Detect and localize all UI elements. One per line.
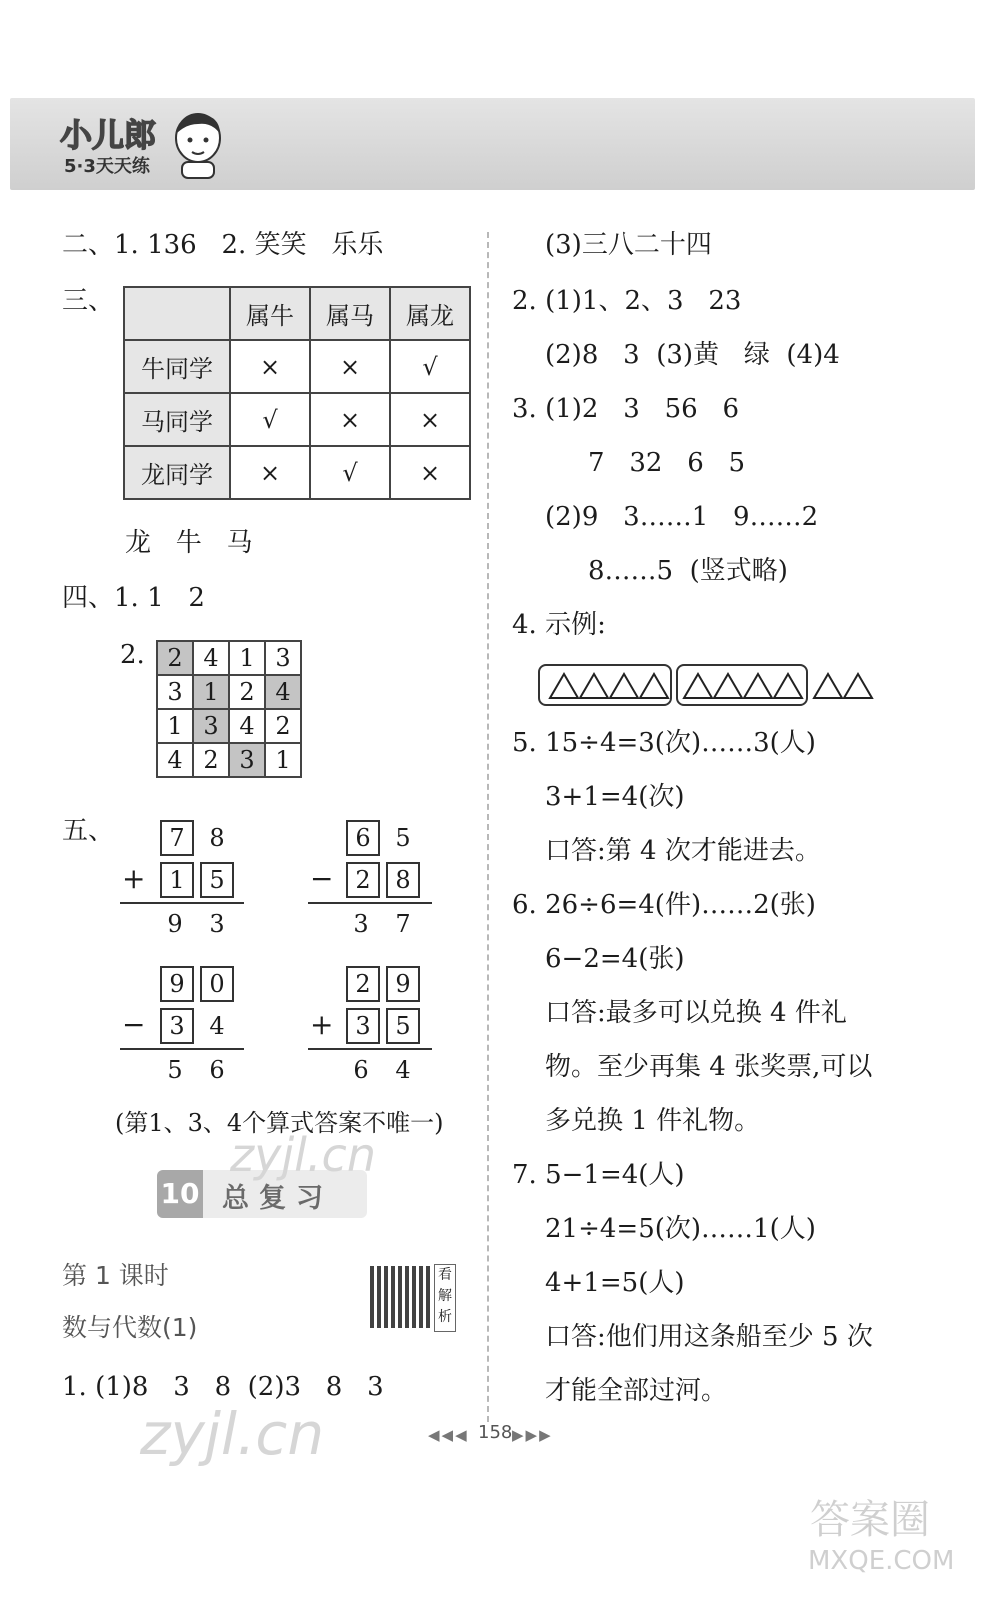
page-number: 158 bbox=[478, 1422, 513, 1443]
number-grid bbox=[156, 640, 302, 778]
answer-line: (2)9 3……1 9……2 bbox=[545, 502, 819, 532]
answer-line: 口答:他们用这条船至少 5 次 bbox=[545, 1322, 873, 1352]
table-row bbox=[124, 340, 470, 393]
table-row-header: 马同学 bbox=[124, 393, 230, 446]
answer-line: 7. 5−1=4(人) bbox=[512, 1160, 685, 1190]
digit: 6 bbox=[209, 1056, 225, 1084]
digit-box: 0 bbox=[200, 966, 234, 1002]
watermark: zyjl.cn bbox=[230, 1128, 376, 1182]
digit-box: 5 bbox=[386, 1008, 420, 1044]
answer-line: 2. (1)1、2、3 23 bbox=[512, 286, 742, 316]
answer-line: 6. 26÷6=4(件)……2(张) bbox=[512, 890, 816, 920]
digit: 7 bbox=[395, 910, 411, 938]
table-row bbox=[124, 393, 470, 446]
grid-cell: 4 bbox=[157, 743, 193, 777]
digit-box: 9 bbox=[386, 966, 420, 1002]
zodiac-table bbox=[123, 286, 471, 500]
digit-box: 1 bbox=[160, 862, 194, 898]
qr-code-icon[interactable] bbox=[370, 1266, 432, 1328]
digit: 5 bbox=[167, 1056, 183, 1084]
answer-line: 口答:最多可以兑换 4 件礼 bbox=[545, 998, 847, 1028]
grid-cell: 3 bbox=[193, 709, 229, 743]
triangle-icons bbox=[540, 668, 880, 704]
answer-line: 多兑换 1 件礼物。 bbox=[545, 1106, 761, 1136]
answer-line: 3+1=4(次) bbox=[545, 782, 685, 812]
column-divider bbox=[487, 232, 489, 1422]
grid-cell: 4 bbox=[265, 675, 301, 709]
table-cell: × bbox=[390, 393, 470, 446]
table-cell: × bbox=[310, 393, 390, 446]
section-4-q2-label: 2. bbox=[120, 640, 145, 670]
table-row-header: 牛同学 bbox=[124, 340, 230, 393]
digit-box: 6 bbox=[346, 820, 380, 856]
digit-box: 9 bbox=[160, 966, 194, 1002]
answer-line: 8……5 (竖式略) bbox=[588, 556, 788, 586]
digit-box: 5 bbox=[200, 862, 234, 898]
digit: 5 bbox=[395, 824, 411, 852]
section-3-label: 三、 bbox=[62, 286, 115, 316]
answer-line: 4. 示例: bbox=[512, 610, 606, 640]
digit: 4 bbox=[395, 1056, 411, 1084]
digit: 8 bbox=[209, 824, 225, 852]
digit-box: 2 bbox=[346, 862, 380, 898]
answer-line: 6−2=4(张) bbox=[545, 944, 685, 974]
grid-cell: 2 bbox=[157, 641, 193, 675]
prev-arrows-icon: ◀◀◀ bbox=[428, 1426, 469, 1444]
watermark: 答案圈 bbox=[810, 1497, 930, 1543]
brand-subtitle: 5·3天天练 bbox=[64, 156, 150, 177]
mascot-icon bbox=[168, 108, 228, 180]
table-cell: × bbox=[230, 446, 310, 499]
grid-cell: 3 bbox=[229, 743, 265, 777]
calc-line bbox=[308, 1048, 432, 1050]
answer-line: (2)8 3 (3)黄 绿 (4)4 bbox=[545, 340, 840, 370]
digit: 3 bbox=[353, 910, 369, 938]
table-cell: √ bbox=[310, 446, 390, 499]
answer-line: 21÷4=5(次)……1(人) bbox=[545, 1214, 816, 1244]
calc-line bbox=[120, 1048, 244, 1050]
digit: 3 bbox=[209, 910, 225, 938]
grid-cell: 1 bbox=[193, 675, 229, 709]
grid-cell: 4 bbox=[229, 709, 265, 743]
section-title: 总复习 bbox=[222, 1183, 333, 1214]
answer-line: 物。至少再集 4 张奖票,可以 bbox=[545, 1052, 873, 1082]
digit-box: 7 bbox=[160, 820, 194, 856]
grid-cell: 3 bbox=[157, 675, 193, 709]
table-header-cell: 属马 bbox=[310, 287, 390, 340]
table-header-cell: 属龙 bbox=[390, 287, 470, 340]
lesson-label: 第 1 课时 bbox=[62, 1261, 169, 1290]
table-cell: √ bbox=[390, 340, 470, 393]
answer-section-2: 二、1. 136 2. 笑笑 乐乐 bbox=[62, 230, 384, 260]
watermark: MXQE.COM bbox=[808, 1546, 955, 1576]
digit-box: 2 bbox=[346, 966, 380, 1002]
brand-logo: 小儿郎 bbox=[60, 116, 157, 154]
grid-cell: 1 bbox=[157, 709, 193, 743]
calc-line bbox=[308, 902, 432, 904]
answer-line: 4+1=5(人) bbox=[545, 1268, 685, 1298]
operator: + bbox=[122, 862, 146, 895]
operator: − bbox=[122, 1008, 146, 1041]
answer-line: 5. 15÷4=3(次)……3(人) bbox=[512, 728, 816, 758]
section-4-q1: 四、1. 1 2 bbox=[62, 583, 205, 613]
table-row bbox=[124, 446, 470, 499]
table-header-row bbox=[124, 287, 470, 340]
calc-line bbox=[120, 902, 244, 904]
operator: − bbox=[310, 862, 334, 895]
table-header-cell bbox=[124, 287, 230, 340]
digit-box: 8 bbox=[386, 862, 420, 898]
table-cell: × bbox=[310, 340, 390, 393]
answer-line: 3. (1)2 3 56 6 bbox=[512, 394, 739, 424]
section-number: 10 bbox=[157, 1170, 203, 1218]
calc-note: (第1、3、4个算式答案不唯一) bbox=[115, 1109, 444, 1137]
answer-line: 7 32 6 5 bbox=[588, 448, 746, 478]
table-cell: √ bbox=[230, 393, 310, 446]
digit: 6 bbox=[353, 1056, 369, 1084]
section-3-answer: 龙 牛 马 bbox=[125, 528, 253, 558]
grid-cell: 4 bbox=[193, 641, 229, 675]
table-cell: × bbox=[390, 446, 470, 499]
grid-cell: 2 bbox=[193, 743, 229, 777]
grid-cell: 2 bbox=[229, 675, 265, 709]
section-5-label: 五、 bbox=[62, 816, 115, 846]
answer-line: 口答:第 4 次才能进去。 bbox=[545, 836, 821, 866]
table-header-cell: 属牛 bbox=[230, 287, 310, 340]
grid-cell: 2 bbox=[265, 709, 301, 743]
next-arrows-icon: ▶▶▶ bbox=[512, 1426, 553, 1444]
grid-cell: 1 bbox=[265, 743, 301, 777]
watermark: zyjl.cn bbox=[140, 1400, 325, 1468]
operator: + bbox=[310, 1008, 334, 1041]
digit: 9 bbox=[167, 910, 183, 938]
answer-line: (3)三八二十四 bbox=[545, 230, 712, 260]
grid-cell: 3 bbox=[265, 641, 301, 675]
digit: 4 bbox=[209, 1012, 225, 1040]
answer-line: 才能全部过河。 bbox=[545, 1376, 728, 1406]
grid-cell: 1 bbox=[229, 641, 265, 675]
topic-label: 数与代数(1) bbox=[62, 1313, 198, 1342]
table-cell: × bbox=[230, 340, 310, 393]
digit-box: 3 bbox=[160, 1008, 194, 1044]
digit-box: 3 bbox=[346, 1008, 380, 1044]
qr-label: 看解析 bbox=[434, 1264, 456, 1332]
table-row-header: 龙同学 bbox=[124, 446, 230, 499]
review-question-1: 1. (1)8 3 8 (2)3 8 3 bbox=[62, 1372, 384, 1402]
